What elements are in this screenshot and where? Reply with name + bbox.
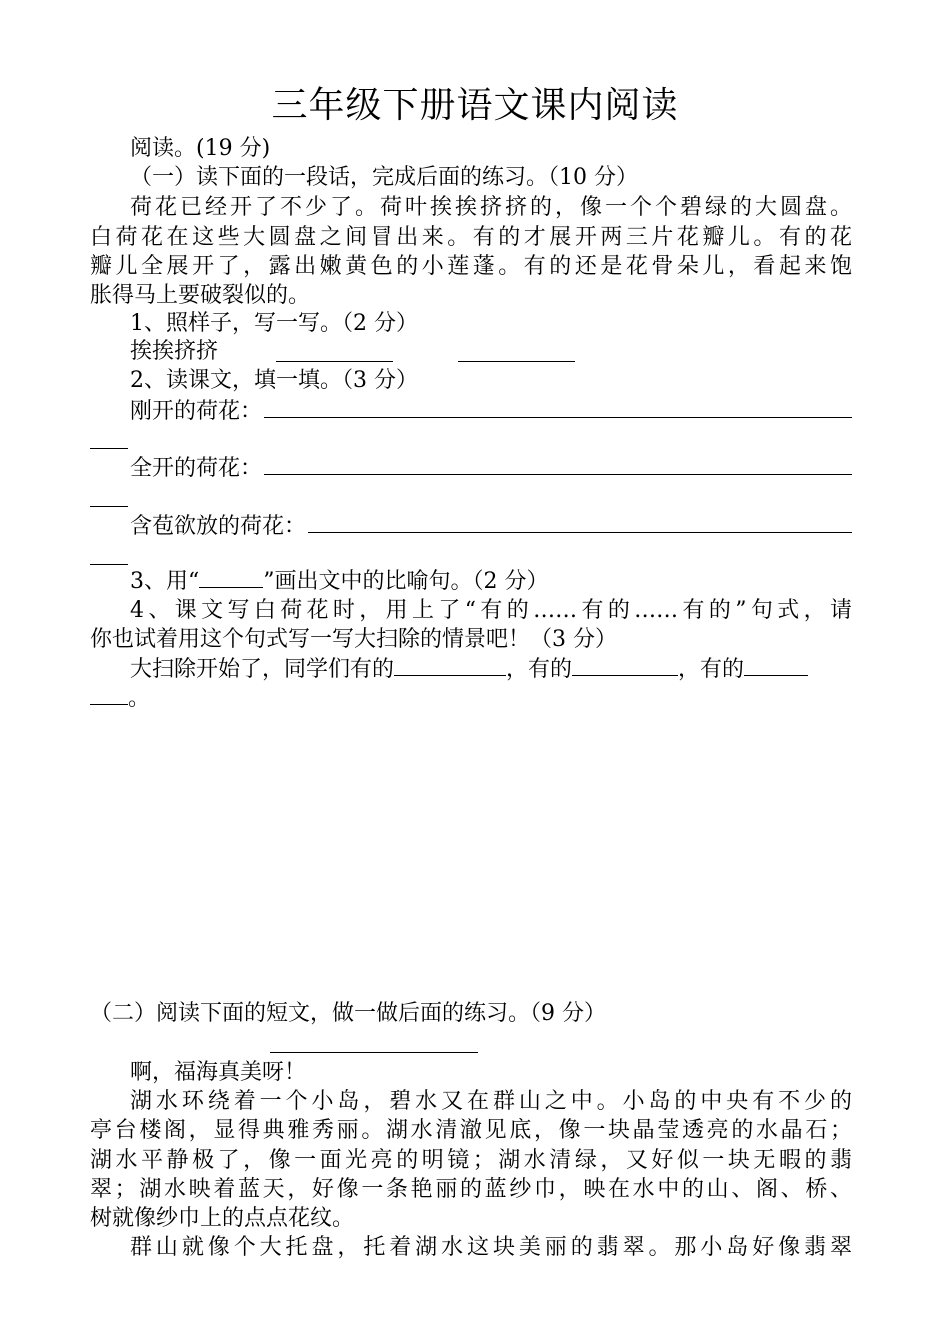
answer-blank-continuation[interactable] [90,506,128,507]
answer-blank[interactable] [308,510,852,533]
question-1: 1、照样子，写一写。（2 分） [130,311,418,336]
answer-blank[interactable] [264,452,852,475]
question-4-line: 你也试着用这个句式写一写大扫除的情景吧！（3 分） [90,627,617,652]
part1-passage-line: 白荷花在这些大圆盘之间冒出来。有的才展开两三片花瓣儿。有的花 [90,225,852,250]
part2-passage-line: 湖水平静极了，像一面光亮的明镜；湖水清绿，又好似一块无暇的翡 [90,1148,852,1173]
question-3 [130,567,852,596]
fill-text: 。 [128,686,151,711]
answer-blank-continuation[interactable] [90,684,128,705]
answer-blank[interactable] [458,361,575,362]
question-4-fill-row [130,655,852,684]
answer-blank-continuation[interactable] [90,448,128,449]
question-2: 2、读课文，填一填。（3 分） [130,368,418,393]
question-2c-label: 含苞欲放的荷花： [130,514,307,539]
answer-blank-continuation[interactable] [90,564,128,565]
answer-blank[interactable] [264,395,852,418]
part2-passage-line: 树就像纱巾上的点点花纹。 [90,1206,355,1231]
part2-passage-line: 翠；湖水映着蓝天，好像一条艳丽的蓝纱巾，映在水中的山、阁、桥、 [90,1177,852,1202]
question-2b-row [130,452,852,483]
answer-blank[interactable] [744,655,808,676]
question-3-text-start: 3、用“ [130,569,200,594]
question-2a-row [130,395,852,426]
part2-passage-line: 亭台楼阁，显得典雅秀丽。湖水清澈见底，像一块晶莹透亮的水晶石； [90,1118,852,1143]
part2-passage-line: 群山就像个大托盘，托着湖水这块美丽的翡翠。那小岛好像翡翠 [130,1235,852,1260]
question-2a-label: 刚开的荷花： [130,399,263,424]
fill-text: ，有的 [506,657,573,682]
question-4-line: 4、课文写白荷花时，用上了“有的……有的……有的”句式，请 [130,598,852,623]
question-3-text-end: ”画出文中的比喻句。（2 分） [263,569,549,594]
part2-first-line: 啊，福海真美呀！ [130,1060,307,1085]
underline-sample [199,567,263,588]
question-1-example: 挨挨挤挤 [130,339,219,364]
fill-text: ，有的 [678,657,745,682]
part1-passage-line: 瓣儿全展开了，露出嫩黄色的小莲蓬。有的还是花骨朵儿，看起来饱 [90,254,852,279]
part1-passage-line: 荷花已经开了不少了。荷叶挨挨挤挤的，像一个个碧绿的大圆盘。 [130,195,852,220]
question-4-fill-end [90,684,852,713]
page-title: 三年级下册语文课内阅读 [271,85,679,126]
fill-text: 大扫除开始了，同学们有的 [130,657,395,682]
title-blank[interactable] [270,1052,478,1053]
answer-blank[interactable] [572,655,678,676]
question-2c-row [130,510,852,541]
part2-passage-line: 湖水环绕着一个小岛，碧水又在群山之中。小岛的中央有不少的 [130,1089,852,1114]
answer-blank[interactable] [394,655,506,676]
question-2b-label: 全开的荷花： [130,456,263,481]
part1-heading: （一）读下面的一段话，完成后面的练习。（10 分） [130,165,638,190]
part1-passage-line: 胀得马上要破裂似的。 [90,283,311,308]
part2-heading: （二）阅读下面的短文，做一做后面的练习。（9 分） [90,1001,606,1026]
answer-blank[interactable] [276,361,393,362]
reading-intro: 阅读。(19 分) [130,136,271,161]
